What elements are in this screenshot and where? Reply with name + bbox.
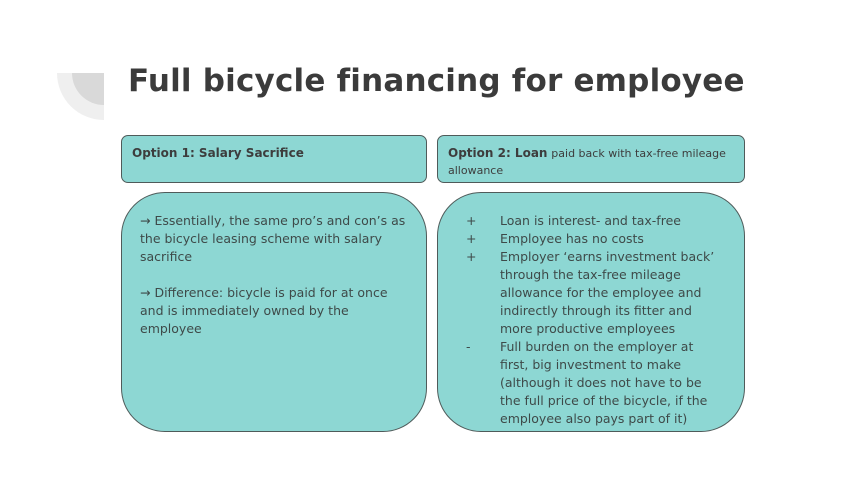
option1-header <box>121 135 427 183</box>
option2-list <box>466 212 724 428</box>
option2-details <box>437 192 745 432</box>
list-bullet: + <box>466 249 477 264</box>
slide-title: Full bicycle financing for employee <box>128 63 745 99</box>
option1-heading: Option 1: Salary Sacrifice <box>132 146 304 160</box>
list-bullet: + <box>466 213 477 228</box>
list-item-text: Employer ‘earns investment back’ through the tax-free mileage allowance for the employee and indirectly through its fitter and more productive employees <box>500 249 715 336</box>
list-item-text: Loan is interest- and tax-free <box>500 213 681 228</box>
option2-heading: Option 2: Loan <box>448 146 548 160</box>
list-item-text: Full burden on the employer at first, big investment to make (although it does not have to be the full price of the bicycle, if the employee also pays part of it) <box>500 339 708 426</box>
option2-header <box>437 135 745 183</box>
list-bullet: + <box>466 231 477 246</box>
option1-paragraph: → Difference: bicycle is paid for at once and is immediately owned by the employee <box>140 285 388 336</box>
list-item <box>466 338 724 428</box>
corner-decoration <box>0 0 110 130</box>
option1-details <box>121 192 427 432</box>
list-item <box>466 248 724 338</box>
list-item-text: Employee has no costs <box>500 231 644 246</box>
option2-heading-sub: paid back with tax-free mileage allowance <box>448 147 726 177</box>
list-item <box>466 212 724 230</box>
option1-paragraph: → Essentially, the same pro’s and con’s as the bicycle leasing scheme with salary sacrifice <box>140 213 406 264</box>
list-bullet: - <box>466 339 471 354</box>
list-item <box>466 230 724 248</box>
